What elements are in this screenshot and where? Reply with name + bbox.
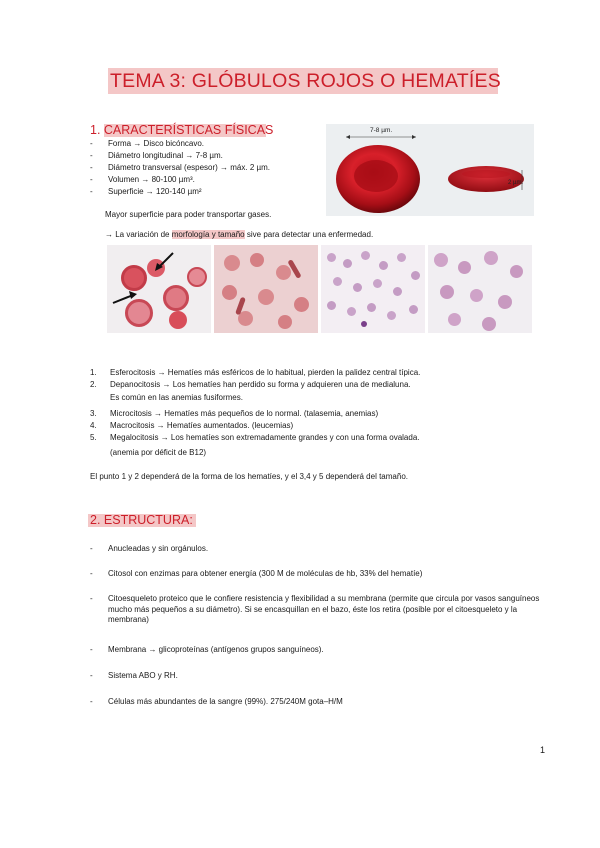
page-title: TEMA 3: GLÓBULOS ROJOS O HEMATÍES — [110, 70, 501, 92]
surface-note: Mayor superficie para poder transportar gases. — [105, 210, 272, 219]
microcytosis-micrograph — [321, 245, 425, 333]
list-item: - Citoesqueleto proteico que le confiere resistencia y flexibilidad a su membrana (permite que circula por vasos sanguíneos mucho más pequeños a su diámetro). Si se encasquillan en el bazo, éste los retira (posible por el citoesqueleto y la membrana) — [90, 594, 540, 624]
megalocytosis-micrograph — [428, 245, 532, 333]
thickness-label: 2 µm. — [508, 180, 524, 186]
section2-heading: 2. ESTRUCTURA: — [90, 513, 193, 527]
length-label: 7-8 µm. — [370, 127, 393, 134]
page-number: 1 — [540, 745, 546, 755]
section1-heading: 1. CARACTERÍSTICAS FÍSICAS — [90, 123, 274, 137]
rbc-diagram — [326, 124, 534, 216]
drepanocytosis-micrograph — [214, 245, 318, 333]
variation-note: → La variación de morfología y tamaño sive para detectar una enfermedad. — [105, 230, 374, 239]
diseases-note: El punto 1 y 2 dependerá de la forma de los hematíes, y el 3,4 y 5 dependerá del tamaño. — [90, 472, 408, 481]
spherocytosis-micrograph — [107, 245, 211, 333]
